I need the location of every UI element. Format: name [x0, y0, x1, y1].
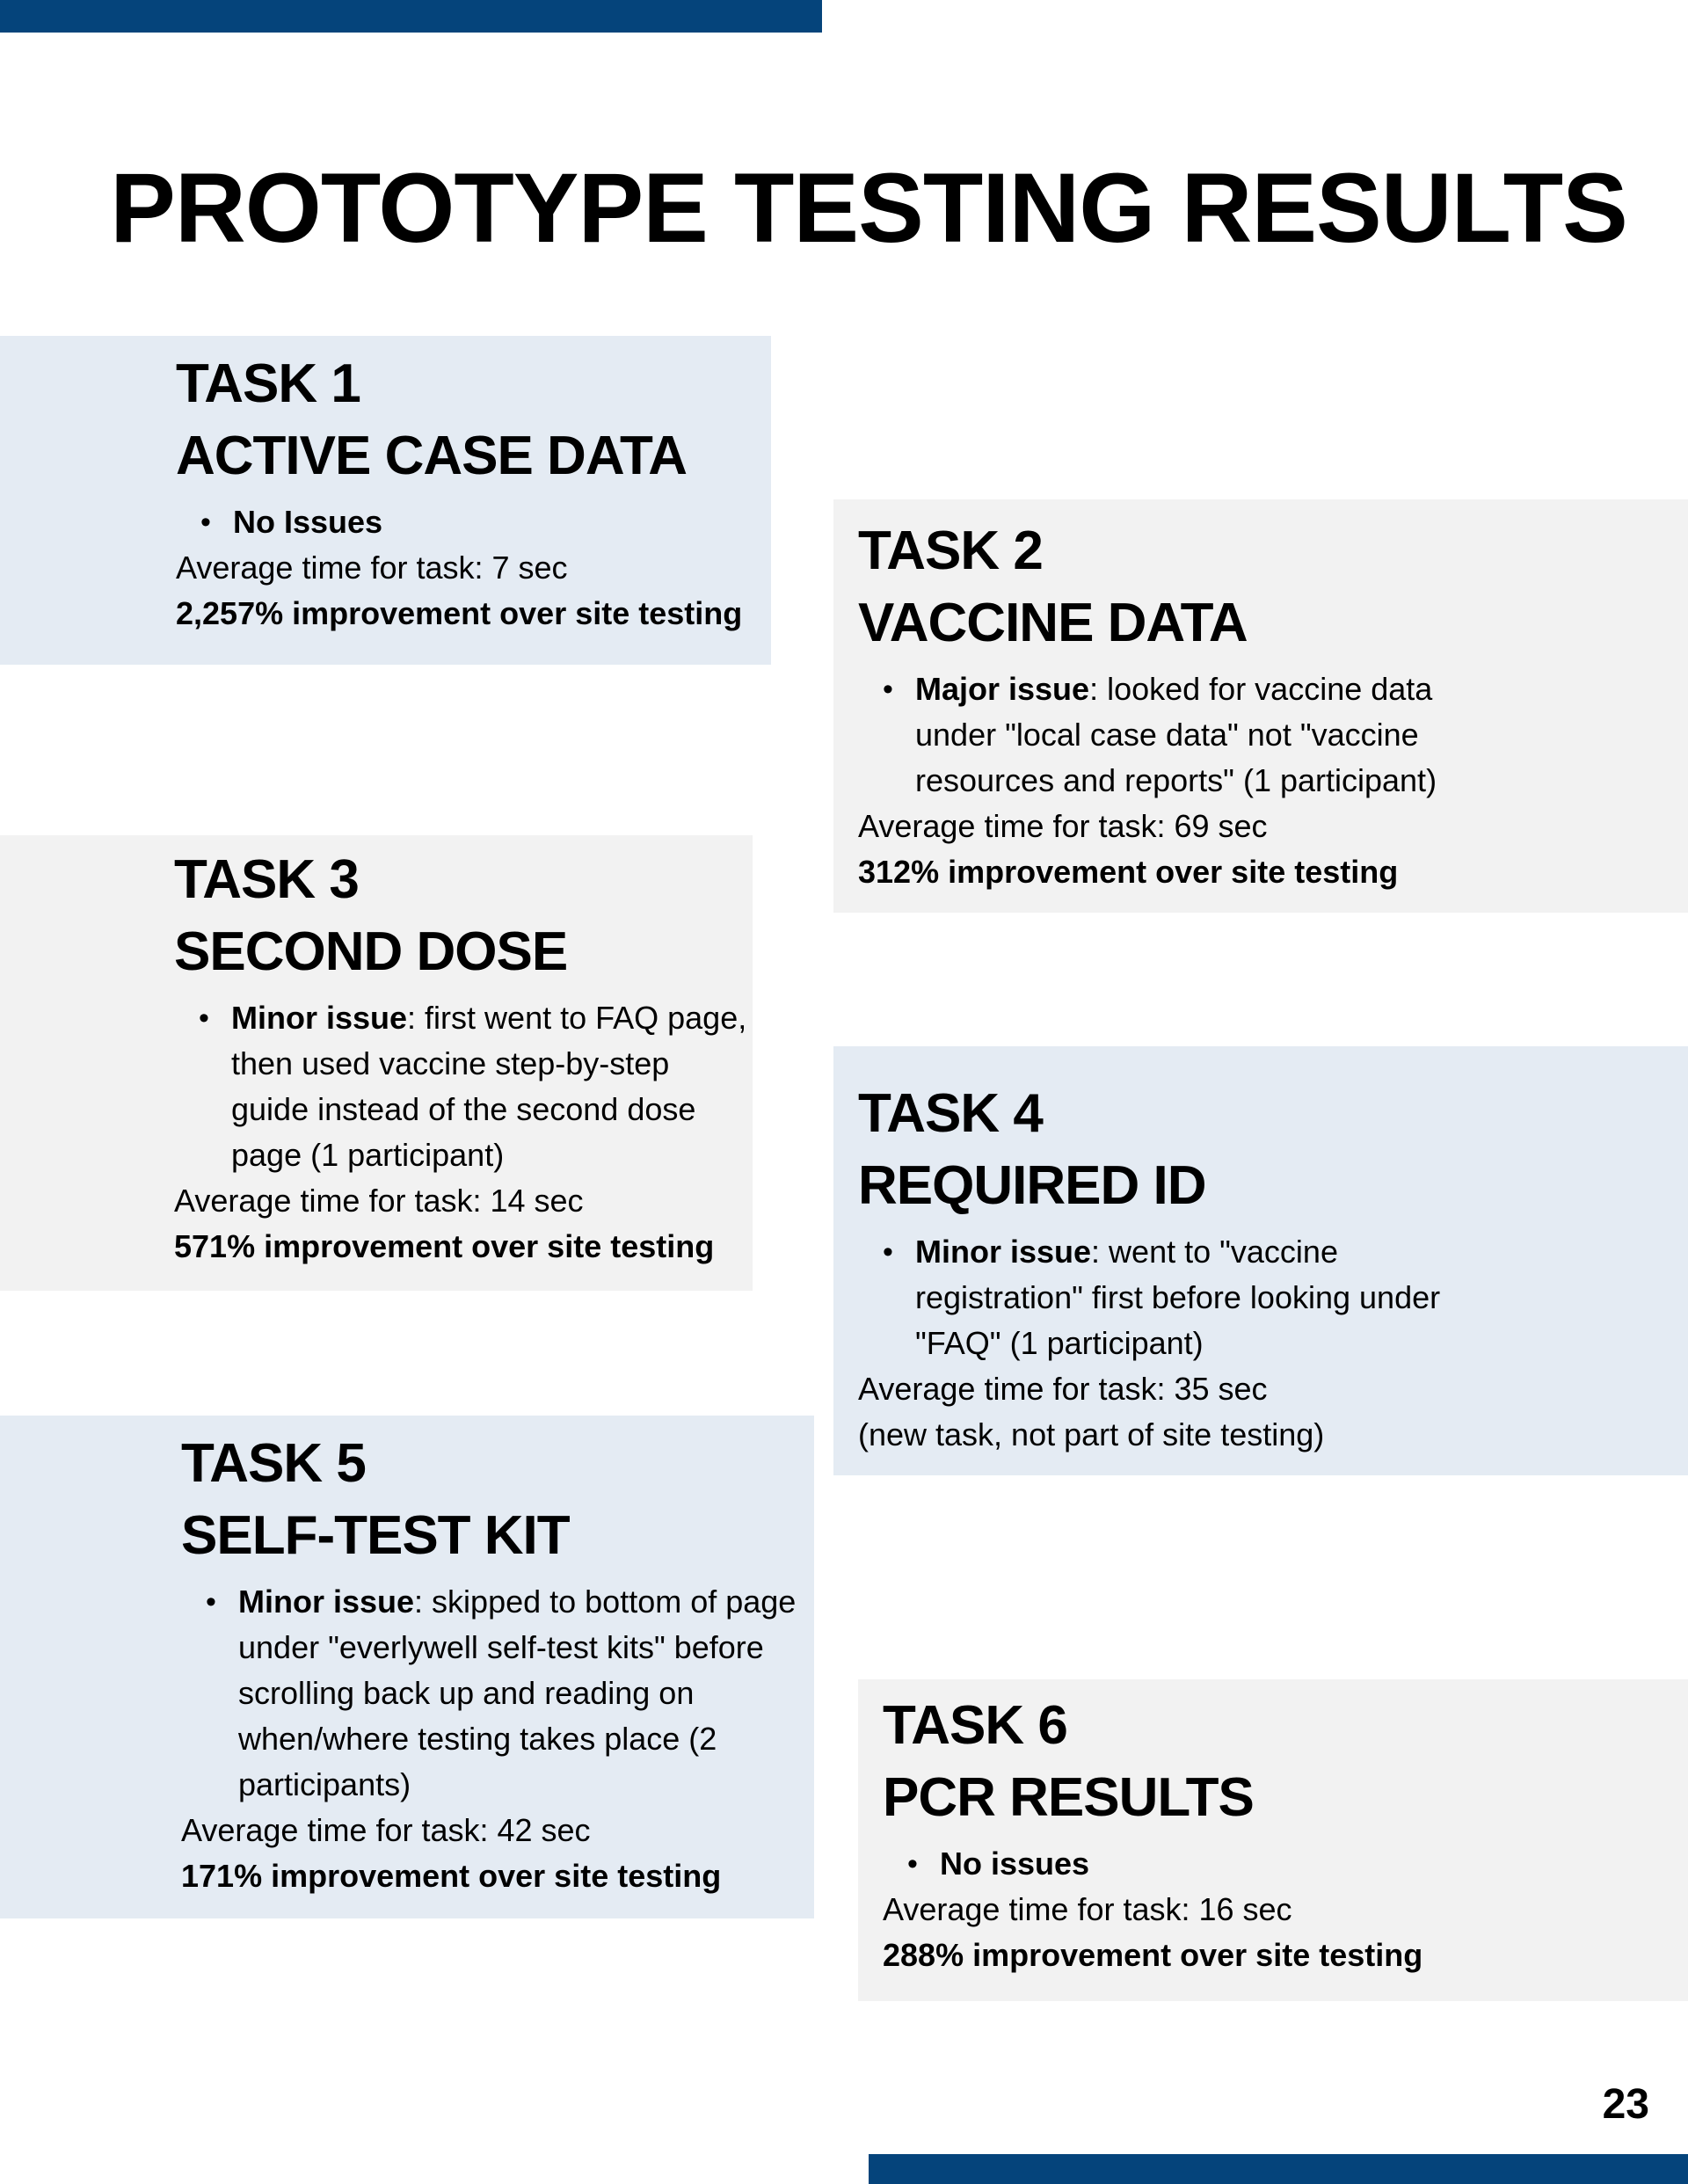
task-name: PCR RESULTS [883, 1767, 1254, 1828]
average-time: Average time for task: 42 sec [181, 1812, 591, 1848]
issue-text: : first went to FAQ page, then used vaccine step-by-step guide instead of the second dose page (1 participant) [231, 1000, 747, 1173]
issue-label: No issues [940, 1845, 1090, 1882]
issue-label: Major issue [915, 671, 1090, 707]
issue-list [174, 995, 754, 1178]
issue-label: Minor issue [915, 1234, 1092, 1270]
task-card-2 [833, 499, 1688, 913]
task-number: TASK 3 [174, 849, 359, 910]
top-accent-bar [0, 0, 822, 33]
average-time: Average time for task: 69 sec [858, 808, 1268, 844]
issue-text: : skipped to bottom of page under "everlywell self-test kits" before scrolling back up and reading on when/where testing takes place (2 participants) [238, 1583, 797, 1802]
page-number: 23 [1602, 2081, 1649, 2128]
task-name: SELF-TEST KIT [181, 1505, 570, 1566]
improvement-result: 288% improvement over site testing [883, 1937, 1423, 1973]
improvement-result: 2,257% improvement over site testing [176, 595, 743, 631]
issue-text: : looked for vaccine data under "local case data" not "vaccine resources and reports" (1 participant) [915, 671, 1437, 798]
issue-list [858, 666, 1473, 804]
improvement-result: 312% improvement over site testing [858, 854, 1399, 890]
task-card-4 [833, 1046, 1688, 1475]
task-card-3 [0, 835, 753, 1291]
task-number: TASK 2 [858, 521, 1043, 581]
average-time: Average time for task: 35 sec [858, 1371, 1268, 1407]
issue-list [858, 1229, 1473, 1366]
average-time: Average time for task: 7 sec [176, 550, 568, 586]
issue-item [883, 1841, 1498, 1887]
task-number: TASK 4 [858, 1083, 1043, 1144]
average-time: Average time for task: 16 sec [883, 1891, 1292, 1927]
task-name: REQUIRED ID [858, 1155, 1206, 1216]
issue-label: Minor issue [238, 1583, 415, 1620]
task-number: TASK 1 [176, 353, 360, 414]
task-name: SECOND DOSE [174, 921, 568, 982]
improvement-result: 171% improvement over site testing [181, 1858, 722, 1894]
issue-label: Minor issue [231, 1000, 408, 1036]
issue-list [883, 1841, 1498, 1887]
issue-list [181, 1579, 816, 1808]
task-card-6 [858, 1679, 1688, 2001]
bottom-accent-bar [869, 2154, 1688, 2184]
task-number: TASK 6 [883, 1695, 1067, 1756]
issue-item [858, 1229, 1473, 1366]
issue-label: No Issues [233, 504, 383, 540]
issue-item [181, 1579, 816, 1808]
issue-list [176, 499, 774, 545]
task-name: ACTIVE CASE DATA [176, 426, 688, 486]
issue-item [858, 666, 1473, 804]
average-time: Average time for task: 14 sec [174, 1183, 584, 1219]
improvement-result: (new task, not part of site testing) [858, 1416, 1325, 1452]
improvement-result: 571% improvement over site testing [174, 1228, 715, 1264]
page-title: PROTOTYPE TESTING RESULTS [110, 153, 1627, 263]
issue-item [174, 995, 754, 1178]
task-card-5 [0, 1416, 814, 1918]
issue-text: : went to "vaccine registration" first before looking under "FAQ" (1 participant) [915, 1234, 1441, 1361]
task-card-1 [0, 336, 771, 665]
task-number: TASK 5 [181, 1433, 366, 1494]
issue-item [176, 499, 774, 545]
task-name: VACCINE DATA [858, 593, 1248, 653]
